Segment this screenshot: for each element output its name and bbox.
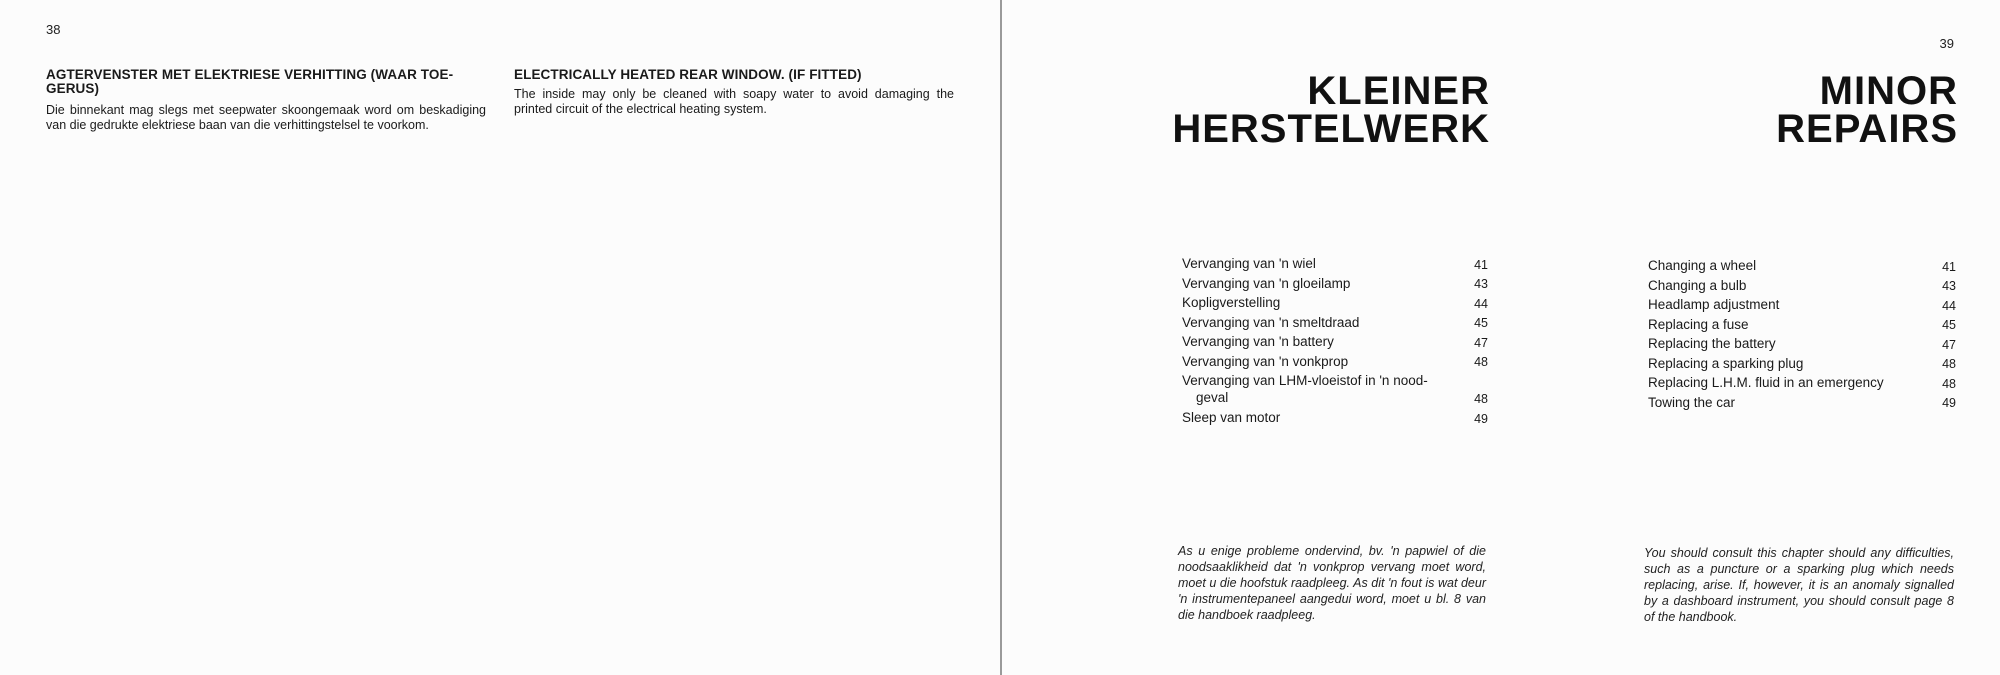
contents-item-page: 43 (1474, 277, 1488, 291)
contents-item (1182, 409, 1488, 429)
contents-item-label: Headlamp adjustment (1648, 297, 1780, 312)
contents-item-label: Vervanging van 'n gloeilamp (1182, 275, 1351, 291)
contents-item-label: Vervanging van 'n wiel (1182, 256, 1316, 271)
contents-item-page: 48 (1474, 355, 1488, 369)
afrikaans-section-body: Die binnekant mag slegs met seepwater skoongemaak word om beskadiging van die gedrukte elektriese baan van die verhittingstelsel te voorkom. (46, 103, 486, 132)
contents-item-page: 47 (1474, 335, 1488, 350)
contents-item (1182, 372, 1488, 409)
title-line: HERSTELWERK (1172, 107, 1490, 151)
page-number: 38 (46, 22, 61, 37)
contents-item-label: Vervanging van 'n vonkprop (1182, 353, 1349, 369)
contents-item-label: Sleep van motor (1182, 410, 1281, 425)
contents-item (1648, 355, 1956, 375)
contents-item-label: Vervanging van 'n battery (1182, 334, 1334, 349)
contents-item-page: 48 (1942, 357, 1956, 371)
contents-item-label-line: geval (1196, 390, 1229, 405)
afrikaans-chapter-note: As u enige probleme ondervind, bv. 'n papwiel of die noodsaaklikheid dat 'n vonkprop vervang moet word, moet u die hoofstuk raadpleeg. As dit 'n fout is wat deur 'n instrumentepaneel aangedui word, moet u bl. 8 van die handboek raadpleeg. (1178, 544, 1486, 622)
afrikaans-section-heading: AGTERVENSTER MET ELEKTRIESE VERHITTING (WAAR TOE-GERUS) (46, 67, 454, 96)
contents-item-label: Vervanging van 'n smeltdraad (1182, 314, 1360, 330)
right-page (1002, 0, 2000, 675)
contents-item (1182, 333, 1488, 353)
contents-item-label: Replacing the battery (1648, 336, 1776, 351)
contents-item (1182, 255, 1488, 275)
contents-item (1182, 275, 1488, 295)
contents-item-label: Replacing a fuse (1648, 316, 1749, 332)
contents-item-label: Kopligverstelling (1182, 295, 1281, 310)
contents-item-page: 47 (1942, 337, 1956, 352)
contents-item-page: 48 (1474, 392, 1488, 406)
contents-item-page: 45 (1942, 318, 1956, 332)
english-contents-list (1648, 257, 1956, 413)
contents-item (1648, 394, 1956, 414)
contents-item-label (1182, 372, 1428, 406)
contents-item (1648, 277, 1956, 297)
contents-item (1182, 353, 1488, 373)
contents-item-page: 41 (1474, 257, 1488, 272)
contents-item-page: 49 (1942, 396, 1956, 410)
page-number: 39 (1939, 36, 1954, 51)
contents-item (1182, 314, 1488, 334)
contents-item-label: Towing the car (1648, 394, 1736, 410)
afrikaans-contents-list (1182, 255, 1488, 429)
contents-item-page: 45 (1474, 316, 1488, 330)
title-line: REPAIRS (1776, 107, 1958, 151)
title-line: KLEINER (1307, 69, 1490, 113)
contents-item-label: Replacing a sparking plug (1648, 355, 1804, 371)
contents-item-page: 48 (1942, 376, 1956, 391)
contents-item-page: 49 (1474, 411, 1488, 426)
contents-item-page: 43 (1942, 279, 1956, 293)
contents-item (1648, 374, 1956, 394)
contents-item (1648, 316, 1956, 336)
contents-item-page: 41 (1942, 259, 1956, 274)
contents-item-page: 44 (1474, 296, 1488, 311)
english-chapter-note: You should consult this chapter should any difficulties, such as a puncture or a sparking plug which needs replacing, arise. If, however, it is an anomaly signalled by a dashboard instrument, you should consult page 8 of the handbook. (1644, 546, 1954, 624)
contents-item (1648, 296, 1956, 316)
contents-item (1648, 257, 1956, 277)
contents-item-label: Replacing L.H.M. fluid in an emergency (1648, 375, 1884, 390)
contents-item (1182, 294, 1488, 314)
contents-item-label: Changing a bulb (1648, 277, 1747, 293)
english-section-heading: ELECTRICALLY HEATED REAR WINDOW. (IF FITTED) (514, 67, 862, 82)
afrikaans-chapter-title (1142, 69, 1490, 151)
contents-item-label-line: Vervanging van LHM-vloeistof in 'n nood- (1182, 373, 1428, 388)
english-section-body: The inside may only be cleaned with soapy water to avoid damaging the printed circuit of the electrical heating system. (514, 87, 954, 116)
title-line: MINOR (1819, 69, 1958, 113)
contents-item-label: Changing a wheel (1648, 258, 1757, 273)
contents-item (1648, 335, 1956, 355)
english-chapter-title (1642, 69, 1958, 151)
contents-item-page: 44 (1942, 298, 1956, 313)
